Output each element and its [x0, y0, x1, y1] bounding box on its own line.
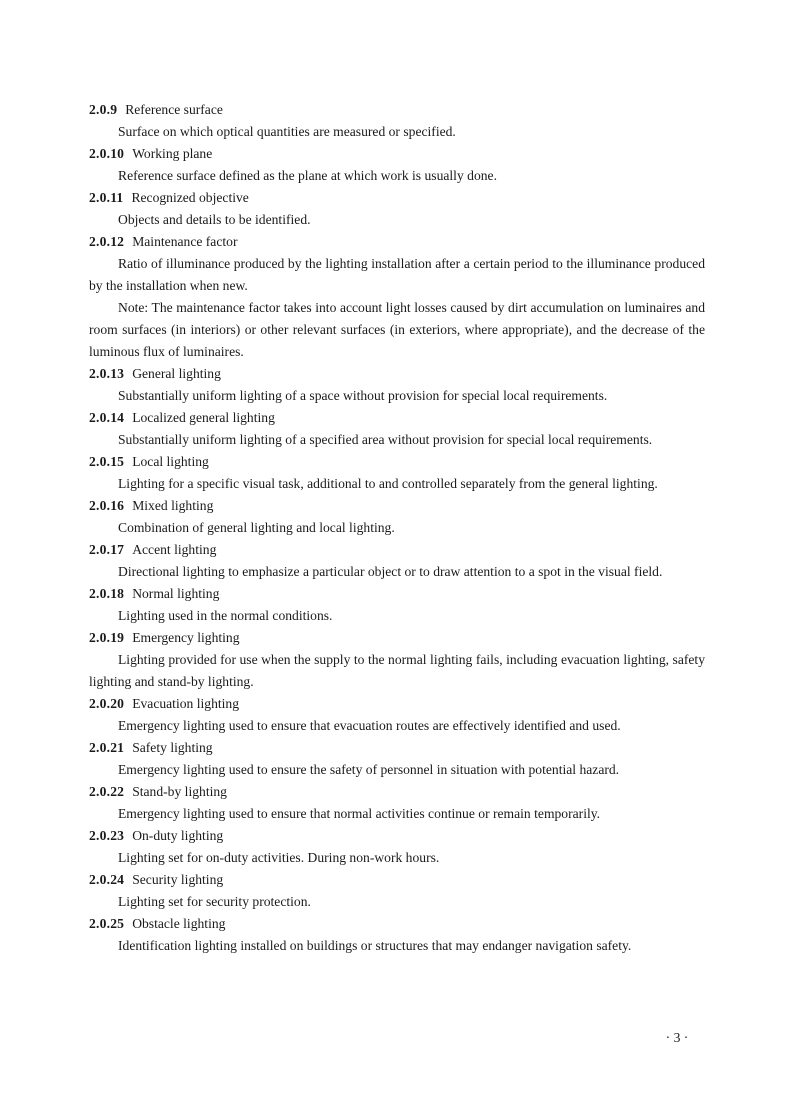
clause-number: 2.0.9 [89, 102, 118, 117]
term-definition: Combination of general lighting and local lighting. [118, 520, 395, 535]
term-definition: Emergency lighting used to ensure that evacuation routes are effectively identified and used. [118, 718, 621, 733]
clause-number: 2.0.24 [89, 872, 125, 887]
clause-number: 2.0.14 [89, 410, 125, 425]
term-heading [89, 407, 705, 429]
term-heading [89, 781, 705, 803]
term-definition: Lighting set for on-duty activities. During non-work hours. [118, 850, 440, 865]
term-definition: Emergency lighting used to ensure the safety of personnel in situation with potential hazard. [118, 762, 620, 777]
clause-number: 2.0.17 [89, 542, 125, 557]
term-name: Reference surface [125, 102, 223, 117]
term-name: Accent lighting [132, 542, 217, 557]
term-name: Safety lighting [132, 740, 213, 755]
clause-number: 2.0.22 [89, 784, 125, 799]
term-name: Local lighting [132, 454, 209, 469]
page-number: · 3 · [665, 1030, 689, 1045]
clause-number: 2.0.15 [89, 454, 125, 469]
term-name: Stand-by lighting [132, 784, 227, 799]
clause-number: 2.0.23 [89, 828, 125, 843]
term-definition: Identification lighting installed on buildings or structures that may endanger navigation safety. [118, 938, 632, 953]
term-name: Obstacle lighting [132, 916, 226, 931]
term-heading [89, 737, 705, 759]
term-heading [89, 363, 705, 385]
term-heading [89, 913, 705, 935]
term-heading [89, 627, 705, 649]
term-name: Recognized objective [131, 190, 249, 205]
term-definition: Directional lighting to emphasize a particular object or to draw attention to a spot in the visual field. [118, 564, 663, 579]
clause-number: 2.0.18 [89, 586, 125, 601]
clause-number: 2.0.10 [89, 146, 125, 161]
term-heading [89, 495, 705, 517]
term-heading [89, 99, 705, 121]
term-definition: Lighting set for security protection. [118, 894, 311, 909]
term-name: Working plane [132, 146, 213, 161]
term-heading [89, 825, 705, 847]
term-heading [89, 583, 705, 605]
term-definition: Lighting for a specific visual task, additional to and controlled separately from the general lighting. [118, 476, 658, 491]
term-definition: Emergency lighting used to ensure that normal activities continue or remain temporarily. [118, 806, 601, 821]
term-heading [89, 451, 705, 473]
term-name: Maintenance factor [132, 234, 238, 249]
term-name: On-duty lighting [132, 828, 224, 843]
document-body [89, 99, 705, 957]
clause-number: 2.0.12 [89, 234, 125, 249]
term-name: Mixed lighting [132, 498, 214, 513]
term-name: Evacuation lighting [132, 696, 240, 711]
clause-number: 2.0.13 [89, 366, 125, 381]
term-heading [89, 187, 705, 209]
clause-number: 2.0.20 [89, 696, 125, 711]
term-name: Security lighting [132, 872, 224, 887]
term-definition: Ratio of illuminance produced by the lighting installation after a certain period to the illuminance produced by the installation when new. [89, 256, 705, 293]
term-definition: Lighting provided for use when the supply to the normal lighting fails, including evacuation lighting, safety lighting and stand-by lighting. [89, 652, 705, 689]
term-heading [89, 869, 705, 891]
term-heading [89, 539, 705, 561]
term-heading [89, 231, 705, 253]
term-definition: Lighting used in the normal conditions. [118, 608, 333, 623]
term-heading [89, 143, 705, 165]
term-heading [89, 693, 705, 715]
term-name: Normal lighting [132, 586, 220, 601]
term-definition: Reference surface defined as the plane at which work is usually done. [118, 168, 497, 183]
clause-number: 2.0.19 [89, 630, 125, 645]
term-definition: Substantially uniform lighting of a specified area without provision for special local requirements. [118, 432, 653, 447]
term-definition: Substantially uniform lighting of a space without provision for special local requirements. [118, 388, 608, 403]
term-name: Emergency lighting [132, 630, 240, 645]
clause-number: 2.0.11 [89, 190, 124, 205]
clause-number: 2.0.21 [89, 740, 125, 755]
clause-number: 2.0.25 [89, 916, 125, 931]
term-definition: Surface on which optical quantities are measured or specified. [118, 124, 456, 139]
term-name: Localized general lighting [132, 410, 275, 425]
term-definition: Objects and details to be identified. [118, 212, 311, 227]
clause-number: 2.0.16 [89, 498, 125, 513]
term-name: General lighting [132, 366, 221, 381]
term-note: Note: The maintenance factor takes into account light losses caused by dirt accumulation on luminaires and room surfaces (in interiors) or other relevant surfaces (in exteriors, where appropriate), and the decrease of the luminous flux of luminaires. [89, 300, 705, 359]
